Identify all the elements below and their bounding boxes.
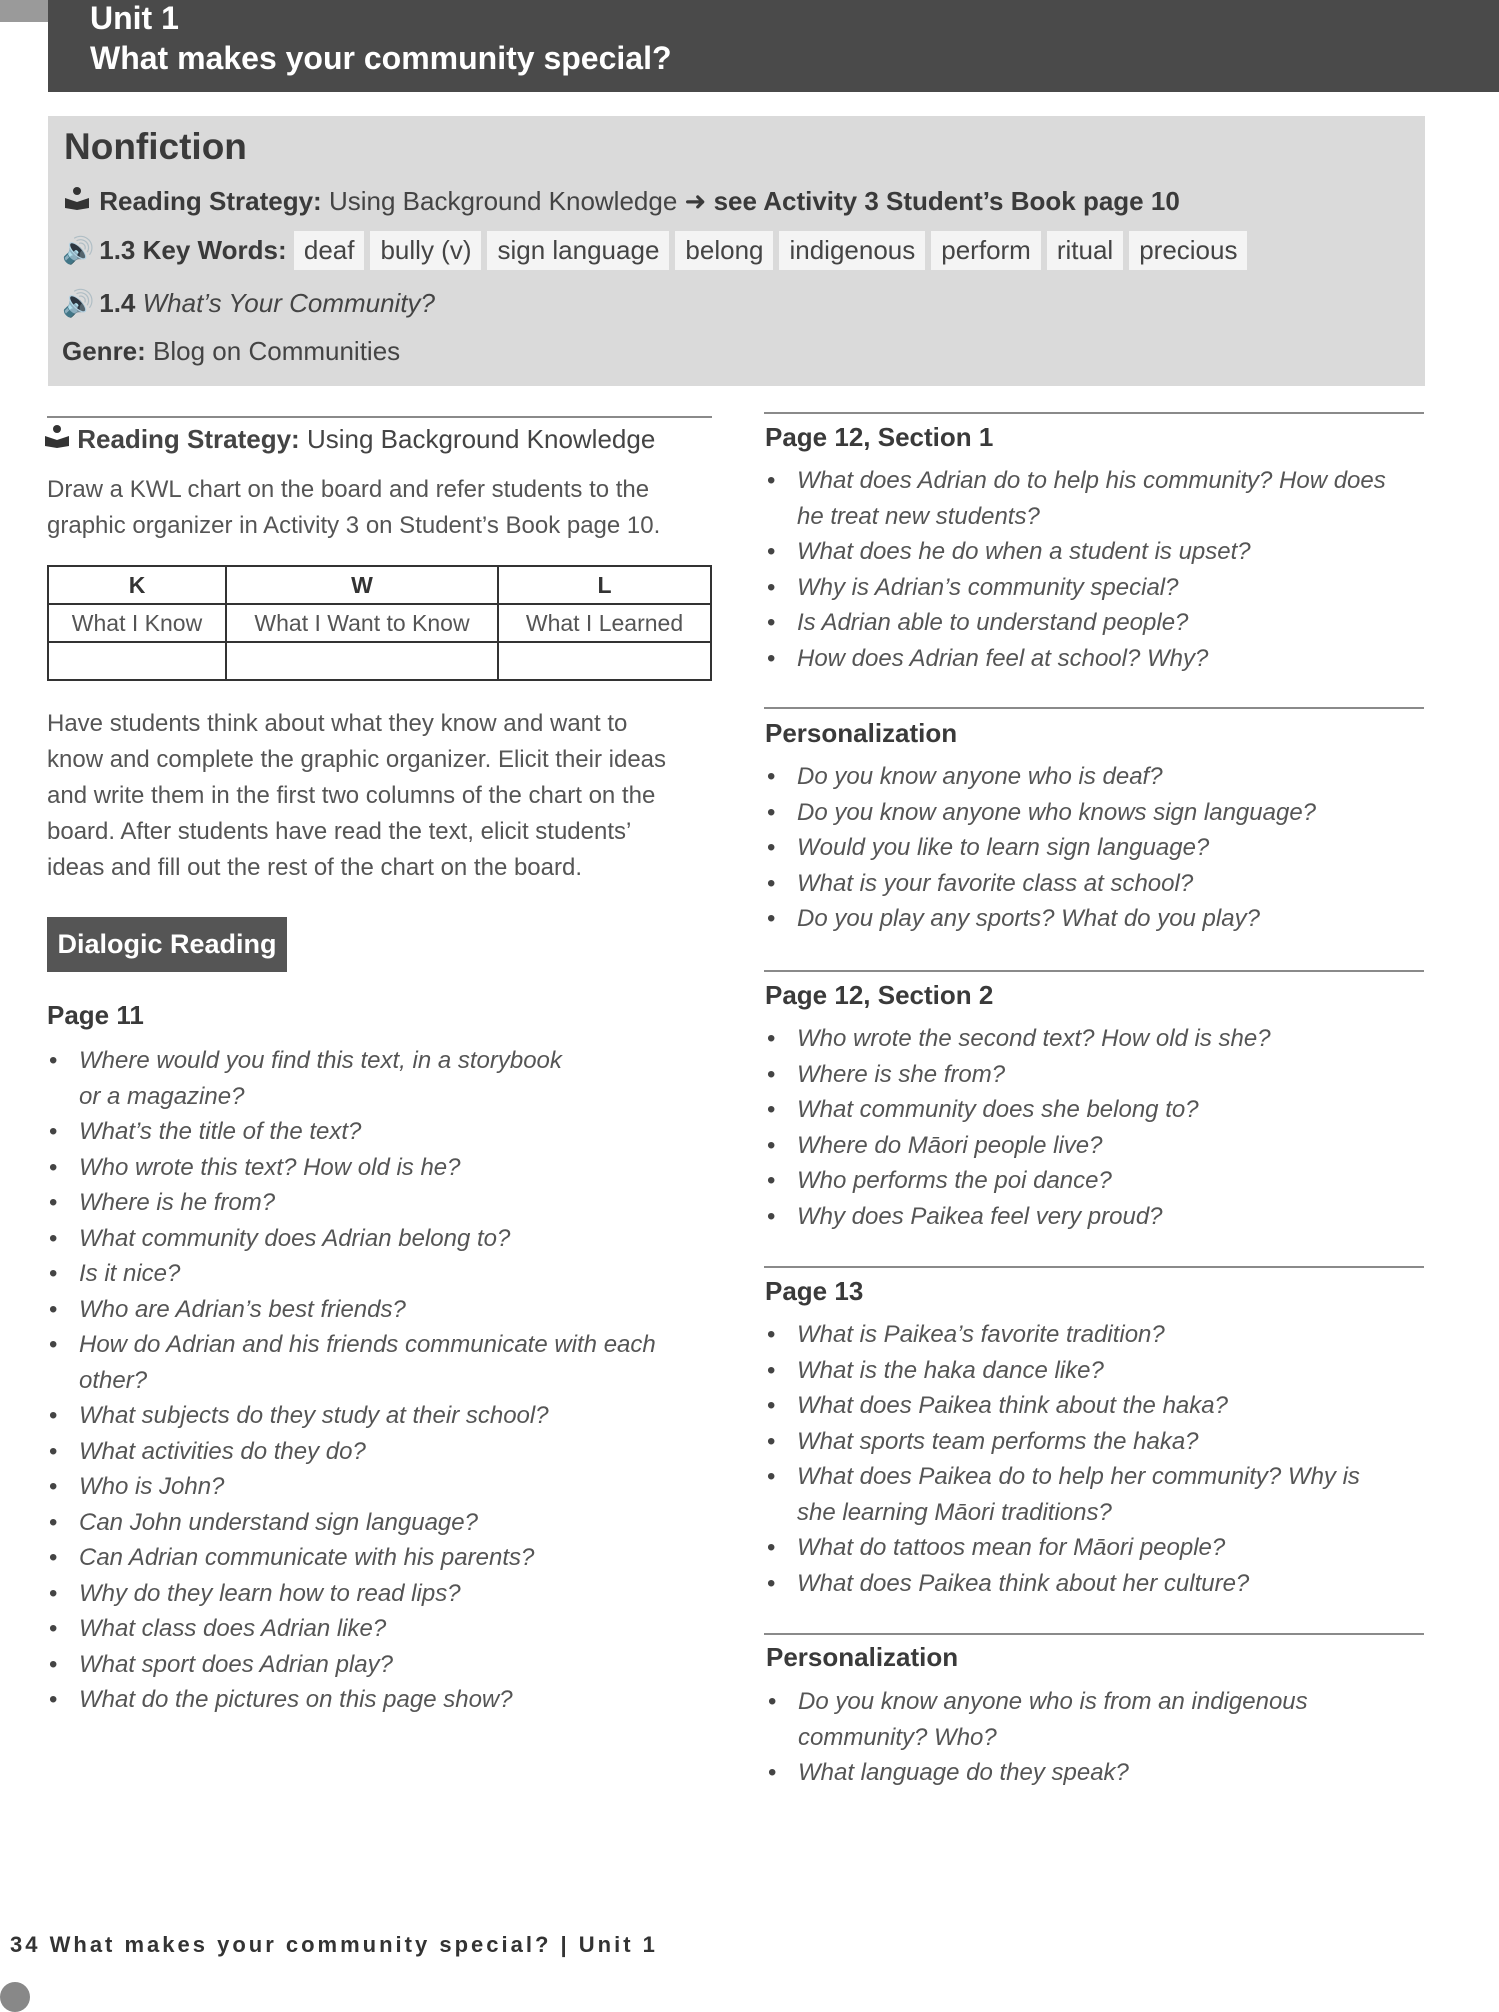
page13-questions	[765, 1317, 1435, 1601]
divider	[764, 707, 1424, 709]
question-item: • What is the haka dance like?	[765, 1353, 1435, 1389]
keyword: belong	[675, 231, 773, 270]
unit-title: What makes your community special?	[90, 40, 672, 76]
text-line: board. After students have read the text, elicit students’	[47, 818, 632, 845]
question-item: • Can John understand sign language?	[47, 1505, 727, 1541]
unit-header	[48, 0, 1499, 92]
question-item: • Where is she from?	[765, 1057, 1435, 1093]
kwl-empty-cell	[48, 642, 226, 680]
question-item: • Would you like to learn sign language?	[765, 830, 1435, 866]
page-footer	[10, 1932, 658, 1958]
keyword: precious	[1129, 231, 1247, 270]
question-item: • What does Adrian do to help his community? How does	[765, 463, 1435, 499]
kwl-empty-cell	[226, 642, 498, 680]
left-strategy-label: Reading Strategy:	[77, 424, 300, 454]
question-item: • What does Paikea think about her culture?	[765, 1566, 1435, 1602]
question-continuation: community? Who?	[798, 1723, 997, 1751]
question-item: • Where is he from?	[47, 1185, 727, 1221]
keyword: indigenous	[779, 231, 925, 270]
keywords-line	[62, 231, 1253, 270]
question-item: • What do tattoos mean for Māori people?	[765, 1530, 1435, 1566]
question-item: • What does he do when a student is upset?	[765, 534, 1435, 570]
kwl-header-l: L	[498, 566, 711, 604]
question-item: • Why does Paikea feel very proud?	[765, 1199, 1435, 1235]
kwl-label-w: What I Want to Know	[226, 604, 498, 642]
question-item: • Who performs the poi dance?	[765, 1163, 1435, 1199]
question-item: • Do you know anyone who is from an indigenous	[766, 1684, 1436, 1720]
question-item: • What community does she belong to?	[765, 1092, 1435, 1128]
page12-section1-questions	[765, 463, 1435, 676]
section-title: Personalization	[766, 1642, 959, 1672]
footer-text: What makes your community special? | Unit 1	[49, 1932, 658, 1957]
question-item: • What activities do they do?	[47, 1434, 727, 1470]
question-item: • Do you know anyone who knows sign language?	[765, 795, 1435, 831]
page11-questions	[47, 1043, 727, 1718]
instructions-paragraph	[47, 706, 666, 886]
question-item: • Who is John?	[47, 1469, 727, 1505]
divider	[764, 1266, 1424, 1268]
question-item: • Who are Adrian’s best friends?	[47, 1292, 727, 1328]
genre-label: Genre:	[62, 336, 146, 366]
genre-line	[62, 336, 400, 367]
kwl-empty-cell	[498, 642, 711, 680]
question-item: • What does Paikea do to help her community? Why is	[765, 1459, 1435, 1495]
question-continuation: or a magazine?	[79, 1082, 245, 1110]
question-item: • Who wrote this text? How old is he?	[47, 1150, 727, 1186]
text-line: Have students think about what they know and want to	[47, 710, 628, 737]
keyword: sign language	[487, 231, 669, 270]
question-item: • Can Adrian communicate with his parents?	[47, 1540, 727, 1576]
question-item: • What subjects do they study at their school?	[47, 1398, 727, 1434]
question-item: • What is your favorite class at school?	[765, 866, 1435, 902]
footer-dot	[0, 1982, 30, 2012]
personalization-questions-2	[766, 1684, 1436, 1791]
divider	[764, 970, 1424, 972]
keyword: ritual	[1047, 231, 1123, 270]
question-item: • What does Paikea think about the haka?	[765, 1388, 1435, 1424]
divider	[764, 1633, 1424, 1635]
question-item: • What do the pictures on this page show?	[47, 1682, 727, 1718]
question-item: • Why is Adrian’s community special?	[765, 570, 1435, 606]
question-continuation: he treat new students?	[797, 502, 1040, 530]
text-line: know and complete the graphic organizer. Elicit their ideas	[47, 746, 667, 773]
section-title: Personalization	[765, 718, 958, 748]
question-continuation: other?	[79, 1366, 148, 1394]
strategy-label: Reading Strategy:	[99, 186, 322, 216]
question-item: • What sport does Adrian play?	[47, 1647, 727, 1683]
section-title: Page 12, Section 1	[765, 422, 994, 452]
text-line: ideas and fill out the rest of the chart on the board.	[47, 854, 583, 881]
kwl-chart	[47, 565, 712, 681]
question-item: • What sports team performs the haka?	[765, 1424, 1435, 1460]
page11-title: Page 11	[47, 1000, 144, 1030]
divider	[764, 412, 1424, 414]
question-item: • What language do they speak?	[766, 1755, 1436, 1791]
text-line: graphic organizer in Activity 3 on Student’s Book page 10.	[47, 512, 661, 539]
page-number: 34	[10, 1932, 41, 1957]
question-item: • Who wrote the second text? How old is she?	[765, 1021, 1435, 1057]
keyword: perform	[931, 231, 1041, 270]
question-item: • How does Adrian feel at school? Why?	[765, 641, 1435, 677]
page12-section2-questions	[765, 1021, 1435, 1234]
kwl-header-w: W	[226, 566, 498, 604]
question-item: • What is Paikea’s favorite tradition?	[765, 1317, 1435, 1353]
kwl-header-k: K	[48, 566, 226, 604]
reader-icon	[62, 186, 92, 217]
genre-text: Blog on Communities	[153, 336, 401, 366]
keywords-track: 1.3	[99, 235, 136, 265]
left-strategy-heading	[44, 424, 655, 455]
kwl-intro	[47, 472, 660, 544]
kwl-label-k: What I Know	[48, 604, 226, 642]
question-continuation: she learning Māori traditions?	[797, 1498, 1112, 1526]
left-strategy-text: Using Background Knowledge	[306, 424, 656, 454]
nonfiction-heading: Nonfiction	[64, 126, 247, 167]
question-item: • What class does Adrian like?	[47, 1611, 727, 1647]
section-title: Page 12, Section 2	[765, 980, 994, 1010]
unit-label: Unit 1	[90, 0, 179, 36]
question-item: • Is Adrian able to understand people?	[765, 605, 1435, 641]
kwl-label-l: What I Learned	[498, 604, 711, 642]
audio-track: 1.4	[99, 288, 136, 318]
question-item: • Why do they learn how to read lips?	[47, 1576, 727, 1612]
question-item: • Do you play any sports? What do you play?	[765, 901, 1435, 937]
audio-icon[interactable]: 🔊	[62, 235, 95, 265]
dialogic-reading-label: Dialogic Reading	[47, 917, 287, 972]
strategy-line	[62, 186, 1180, 217]
question-item: • What’s the title of the text?	[47, 1114, 727, 1150]
keyword: bully (v)	[370, 231, 481, 270]
arrow-right-icon: ➜	[684, 186, 714, 216]
strategy-reference: see Activity 3 Student’s Book page 10	[713, 186, 1180, 216]
audio-icon[interactable]: 🔊	[62, 288, 95, 318]
strategy-text: Using Background Knowledge	[328, 186, 678, 216]
personalization-questions	[765, 759, 1435, 937]
keywords-label: Key Words:	[142, 235, 287, 265]
reader-icon	[44, 424, 70, 454]
question-item: • Where would you find this text, in a storybook	[47, 1043, 727, 1079]
nonfiction-info-box	[48, 116, 1425, 386]
question-item: • Do you know anyone who is deaf?	[765, 759, 1435, 795]
question-item: • Is it nice?	[47, 1256, 727, 1292]
audio-title: What’s Your Community?	[142, 288, 436, 318]
divider	[47, 416, 712, 418]
question-item: • Where do Māori people live?	[765, 1128, 1435, 1164]
keyword: deaf	[294, 231, 365, 270]
question-item: • What community does Adrian belong to?	[47, 1221, 727, 1257]
question-item: • How do Adrian and his friends communicate with each	[47, 1327, 727, 1363]
section-title: Page 13	[765, 1276, 864, 1306]
audio-line	[62, 288, 435, 319]
text-line: Draw a KWL chart on the board and refer students to the	[47, 476, 650, 503]
text-line: and write them in the first two columns of the chart on the	[47, 782, 656, 809]
